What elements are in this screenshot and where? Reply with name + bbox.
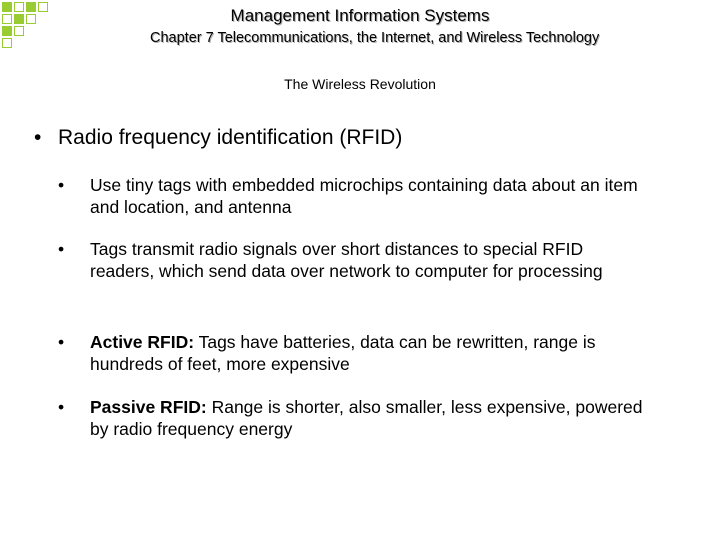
sub-bullet-body: Use tiny tags with embedded microchips containing data about an item and location, and antenna	[90, 175, 638, 217]
checker-square	[2, 26, 12, 36]
sub-bullet-text	[90, 331, 650, 375]
header-title: Management Information Systems	[230, 6, 490, 25]
sub-bullet-body: Range is shorter, also smaller, less expensive, powered by radio frequency energy	[90, 397, 643, 439]
sub-bullet-text	[90, 238, 650, 282]
header-subtitle: Chapter 7 Telecommunications, the Internet, and Wireless Technology	[150, 30, 600, 46]
sub-bullet-body: Tags have batteries, data can be rewritten, range is hundreds of feet, more expensive	[90, 332, 596, 374]
checker-square	[14, 26, 24, 36]
sub-bullet-symbol: •	[58, 397, 65, 417]
sub-bullet-symbol: •	[58, 332, 65, 352]
sub-bullet-symbol: •	[58, 239, 65, 259]
sub-bullet-text	[90, 396, 650, 440]
sub-bullet-term: Passive RFID:	[90, 397, 207, 417]
sub-bullet-body: Tags transmit radio signals over short distances to special RFID readers, which send data over network to computer for processing	[90, 239, 603, 281]
main-bullet	[34, 126, 402, 150]
sub-bullet-text	[90, 174, 650, 218]
main-bullet-symbol: •	[34, 126, 42, 149]
sub-bullet-term: Active RFID:	[90, 332, 195, 352]
checker-square	[2, 38, 12, 48]
main-bullet-text: Radio frequency identification (RFID)	[58, 126, 403, 149]
section-title: The Wireless Revolution	[284, 76, 436, 92]
sub-bullet-symbol: •	[58, 175, 65, 195]
